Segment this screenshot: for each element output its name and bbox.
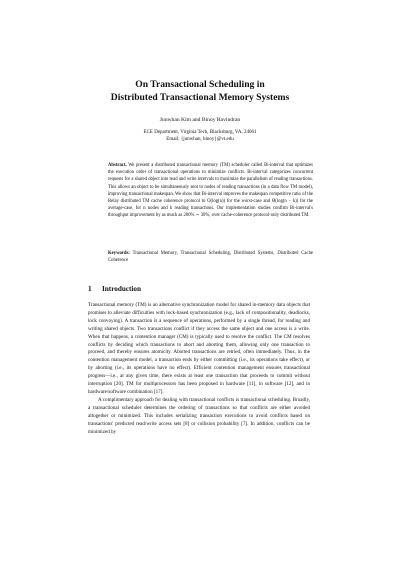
- email: Email: {junwhan, binoy}@vt.edu: [166, 136, 234, 142]
- authors: Junwhan Kim and Binoy Ravindran: [159, 117, 241, 123]
- abstract: [108, 162, 313, 220]
- paragraph-1: Transactional memory (TM) is an alternative synchronization model for shared in-memory data objects that promises to alleviate difficulties with lock-based synchronization (e.g., lack of compositionality, deadlocks, lock convoying). A transaction is a sequence of operations, performed by a single thread, for reading and writing shared objects. Two transactions conflict if they access the same object and one access is a write. When that happens, a contention manager (CM) is typically used to resolve the conflict. The CM resolves conflicts by deciding which transactions to abort and aborting them, allowing only one transaction to proceed, and thereby ensures atomicity. Aborted transactions are retried, often immediately. Thus, in the contention management model, a transaction ends by either committing (i.e., its operations take effect), or by aborting (i.e., its operations have no effect). Efficient contention management ensures transactional progress—i.e., at any given time, there exists at least one transaction that proceeds to commit without interruption [20]. TM for multiprocessors has been proposed in hardware [11], in software [12], and in hardware/software combination [17].: [88, 302, 310, 395]
- affiliation: ECE Department, Virginia Tech, Blacksburg, VA, 24061: [143, 130, 257, 135]
- title-line-2: Distributed Transactional Memory Systems: [110, 91, 290, 103]
- keywords: [108, 250, 313, 264]
- abstract-label: Abstract.: [108, 163, 127, 168]
- keywords-text: Transactional Memory, Transactional Scheduling, Distributed Systems, Distributed Cache Coherence: [108, 251, 313, 263]
- paper-title: [60, 79, 340, 104]
- introduction-body: [88, 302, 310, 436]
- section-number: 1: [88, 285, 92, 293]
- keywords-label: Keywords:: [108, 251, 130, 256]
- section-title: Introduction: [102, 285, 142, 293]
- section-heading: [88, 285, 141, 293]
- abstract-text: We present a distributed transactional memory (TM) scheduler called Bi-interval that optimizes the execution order of transactional operations to minimize conflicts. Bi-interval categorizes concurrent requests for a shared object into read and write intervals to maximize the parallelism of reading transactions. This allows an object to be simultaneously sent to nodes of reading transactions (in a data flow TM model), improving transactional makespan. We show that Bi-interval improves the makespan competitive ratio of the Relay distributed TM cache coherence protocol to O(log(n)) for the worst-case and Θ(log(n − k)) for the average-case, for n nodes and k reading transactions. Our implementation studies confirm Bi-interval's throughput improvement by as much as 200% ∼ 30%, over cache-coherence protocol-only distributed TM.: [108, 163, 313, 219]
- paragraph-2: A complimentary approach for dealing with transactional conflicts is transactional scheduling. Broadly, a transactional scheduler determines the ordering of transactions so that conflicts are either avoided altogether or minimized. This includes serializing transaction executions to avoid conflicts based on transactions' predicted read/write access sets [8] or collision probability [7]. In addition, conflicts can be minimized by: [88, 396, 310, 435]
- title-line-1: On Transactional Scheduling in: [135, 79, 265, 90]
- affiliation-block: [60, 130, 340, 143]
